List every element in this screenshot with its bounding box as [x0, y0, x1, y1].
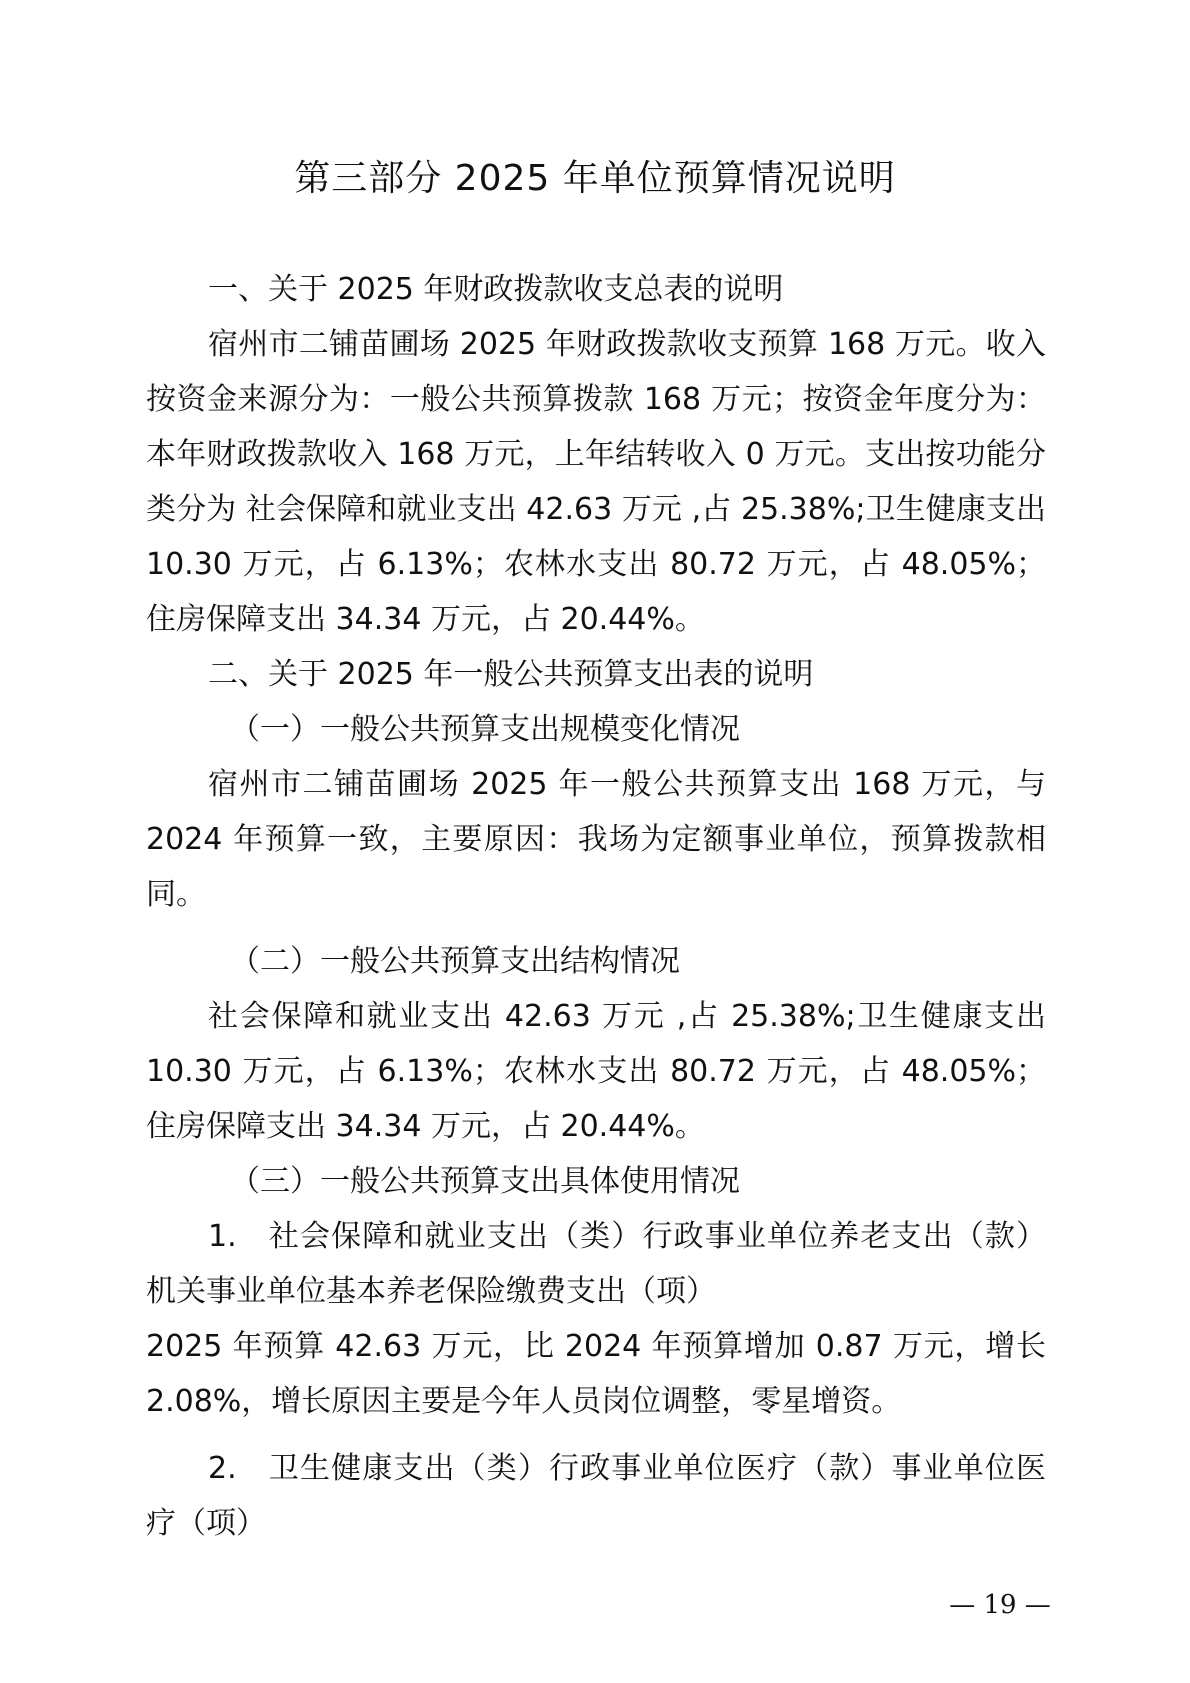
- subsection-heading-1: （一）一般公共预算支出规模变化情况: [230, 712, 740, 747]
- page-number: — 19 —: [949, 1590, 1051, 1620]
- section-heading-2: 二、关于 2025 年一般公共预算支出表的说明: [208, 657, 814, 692]
- page-title: 第三部分 2025 年单位预算情况说明: [294, 158, 896, 199]
- item-1-heading: 1. 社会保障和就业支出（类）行政事业单位养老支出（款）机关事业单位基本养老保险缴费支出（项）: [146, 1219, 1046, 1309]
- section-heading-1: 一、关于 2025 年财政拨款收支总表的说明: [208, 272, 784, 307]
- paragraph-structure: 社会保障和就业支出 42.63 万元 ,占 25.38%;卫生健康支出 10.30 万元，占 6.13%；农林水支出 80.72 万元，占 48.05%；住房保障支出 34.34 万元，占 20.44%。: [146, 999, 1046, 1144]
- paragraph-scale-change: 宿州市二铺苗圃场 2025 年一般公共预算支出 168 万元，与 2024 年预算一致，主要原因：我场为定额事业单位，预算拨款相同。: [146, 767, 1046, 912]
- paragraph-revenue-expenditure: 宿州市二铺苗圃场 2025 年财政拨款收支预算 168 万元。收入按资金来源分为：一般公共预算拨款 168 万元；按资金年度分为：本年财政拨款收入 168 万元，上年结转收入 0 万元。支出按功能分类分为 社会保障和就业支出 42.63 万元 ,占 25.38%;卫生健康支出 10.30 万元，占 6.13%；农林水支出 80.72 万元，占 48.05%；住房保障支出 34.34 万元，占 20.44%。: [146, 327, 1046, 637]
- subsection-heading-2: （二）一般公共预算支出结构情况: [230, 944, 680, 979]
- item-2-heading: 2. 卫生健康支出（类）行政事业单位医疗（款）事业单位医疗（项）: [146, 1451, 1046, 1541]
- item-1-detail: 2025 年预算 42.63 万元，比 2024 年预算增加 0.87 万元，增长 2.08%，增长原因主要是今年人员岗位调整，零星增资。: [146, 1329, 1046, 1419]
- document-body: [146, 262, 1046, 1551]
- subsection-heading-3: （三）一般公共预算支出具体使用情况: [230, 1164, 740, 1199]
